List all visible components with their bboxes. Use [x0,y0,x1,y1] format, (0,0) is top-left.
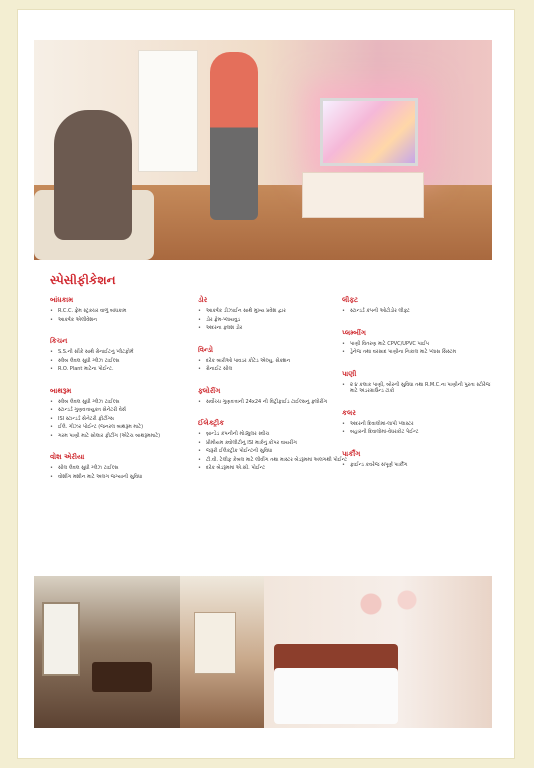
hero-living-room-photo [34,40,492,260]
section-title: કિચન [50,337,68,345]
spec-item: • આકર્ષક એલીવેશન [50,317,196,324]
spec-item: • ડ્રેનેજ તથા વરસાદ પાણીના નિકાલ માટે પ્લાસ સિસ્ટમ [342,349,492,356]
spec-item: • ISI સ્ટાન્ડર્ડ સેનેટરી ફીટીંગ્સ [50,416,196,423]
spec-section-door [198,296,348,332]
hero-woman-figure [54,110,132,240]
bedroom-bed [274,668,398,724]
spec-item: • બ્રાન્ડેડ કંપનીની મોડ્યુલર સ્વીચ [198,431,348,438]
spec-item: • સ્લેબ લેવલ સુધી ગ્લેઝ ટાઈલ્સ [50,358,196,365]
spec-section-water [342,370,492,395]
spec-section-color [342,409,492,436]
section-title: વિન્ડો [198,345,214,354]
section-title: પાર્કીંગ [342,449,361,458]
spec-item: • સ્લેબ લેવલ સુધી ગ્લેઝ ટાઈલ્સ [50,399,196,406]
section-title: કલર [342,408,356,417]
spec-item: • R.C.C. ફ્રેમ સ્ટ્રક્ચર વાળું બાંધકામ [50,308,196,315]
spec-item: • સીલ લેવલ સુધી ગ્લેઝ ટાઈલ્સ [50,465,196,472]
spec-item: • ઈલે. ગીઝર પોઈન્ટ (જનરલ બાથરૂમ માટે) [50,424,196,431]
spec-item: • ગરમ પાણી માટે સોલાર ફીટીંગ (એટેચ બાથરૂમમાટે) [50,433,196,440]
spec-item: • અંદરના ફ્લશ ડોર [198,325,348,332]
spec-item: • દરેક બેડરૂમમાં એ.સી. પોઈન્ટ [198,465,348,472]
spec-item: • પ્રીમીયમ ક્વોલીટીનું ISI માર્કનું કોપર વાયરીંગ [198,440,348,447]
spec-section-window [198,346,348,373]
section-title: ડોર [198,296,208,304]
spec-section-plumbing [342,329,492,356]
spec-section-lift [342,296,492,315]
spec-item: • દરેક બારીઓ પાવડર કોટેડ એલ્યુ. સેક્શન [198,358,348,365]
spec-item: • સર્વોચ્ચ ગુણવત્તાની 24x24 ની વિટ્રીફાઈડ ટાઈલ્સનું ફ્લોરીંગ [198,399,348,406]
spec-column-3 [342,296,492,482]
spec-item: • જરૂરી ઈલેક્ટ્રીક પોઈન્ટની સુવિધા [198,448,348,455]
spec-item: • ટી.વી. ટેલીફ કેબલ માટે લીવીંગ તથા માસ્ટર બેડરૂમમાં અલગથી પોઈન્ટ [198,457,348,464]
section-title: ફ્લોરીંગ [198,386,221,395]
bottom-photo-strip [34,576,492,728]
dining-table [92,662,152,692]
spec-item: • ૨ ૪ કલાક પાણી, બોરની સુવિધા તથા R.M.C.ના પાણીની પુરતા સ્ટોરેજ માટે અંડરગ્રાઉન્ડ ટાંકો [342,382,492,395]
section-title: પાણી [342,369,357,378]
spec-section-parking [342,450,492,469]
living-shelf [194,612,236,674]
spec-item: • અંદરની દિવાલોમાં-લાપી પ્લાસ્ટર [342,421,492,428]
hero-tv [320,98,418,166]
section-title: બાંધકામ [50,296,74,304]
spec-item: • ફાઈન્ડ કવરેજ સંપૂર્ણ પાર્કીંગ [342,462,492,469]
section-title: ઈલેક્ટ્રીક [198,419,225,427]
dining-window [42,602,80,676]
specification-heading: સ્પેસીફીકેશન [50,273,116,287]
spec-section-bathroom [50,387,196,440]
spec-section-kitchen [50,337,196,373]
bedroom-photo [264,576,492,728]
living-room-photo [180,576,264,728]
dining-room-photo [34,576,180,728]
spec-section-flooring [198,387,348,406]
hero-man-figure [210,52,258,220]
spec-item: • R.O. Plant માટેના પોઈન્ટ. [50,366,196,373]
section-title: વોશ એરીયા [50,453,85,461]
spec-section-electric [198,419,348,472]
spec-section-wash-area [50,453,196,480]
spec-item: • ડોર ફ્રેમ-પ્લાયવુડ [198,317,348,324]
section-title: બાથરૂમ [50,386,72,395]
bedroom-flowers [344,584,434,624]
hero-tv-cabinet [302,172,424,218]
spec-item: • વોશીંગ મશીન માટે અલગ જગ્યાની સુવિધા [50,474,196,481]
spec-item: • આકર્ષક ડીઝાઈન સાથે મુખ્ય પ્રવેશ દ્વાર [198,308,348,315]
section-title: પ્લમ્બીંગ [342,328,366,337]
spec-item: • સ્ટાન્ડર્ડ કંપની ઓટોડોર લીફ્ટ [342,308,492,315]
spec-item: • ગ્રેનાઈટ સીલ [198,366,348,373]
spec-item: • પાણી વિતરણ માટે CPVC/UPVC પાઈપ [342,341,492,348]
spec-item: • બહારની દિવાલોમાં-વેધરકોટ પેઈન્ટ [342,429,492,436]
spec-column-2 [198,296,348,486]
spec-item: • સ્ટાન્ડર્ડ ગુણવત્તાયુક્ત સેનેટરી વેર્સ [50,407,196,414]
spec-section-construction [50,296,196,323]
spec-column-1 [50,296,196,494]
spec-item: • S.S.ની સીંકે સાથે ગ્રેનાઈટનું પ્લેટફોર્મ [50,349,196,356]
section-title: લીફ્ટ [342,296,359,304]
hero-door [138,50,198,172]
brochure-page [18,10,514,758]
